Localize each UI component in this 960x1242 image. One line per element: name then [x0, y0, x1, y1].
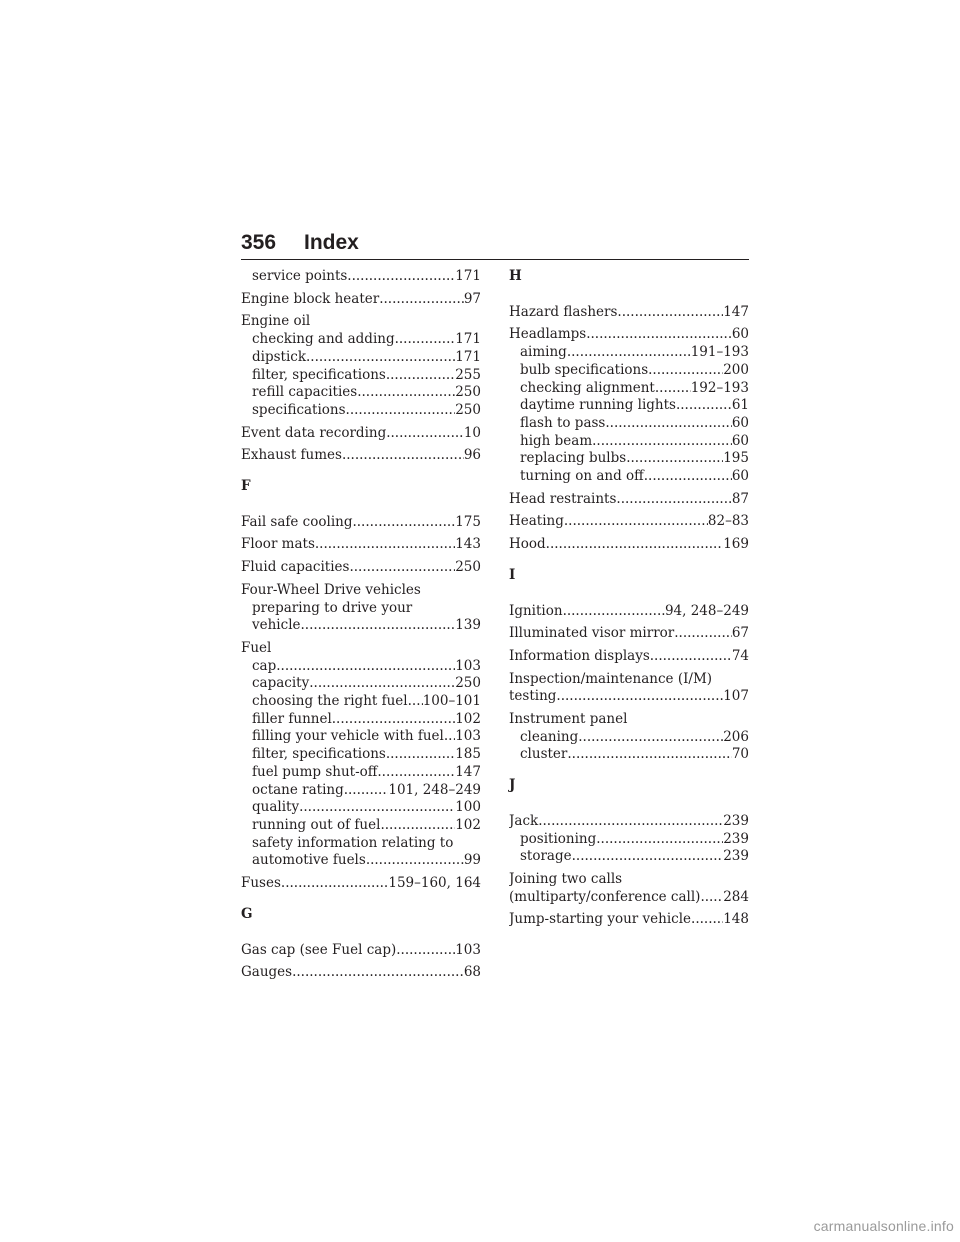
index-entry [509, 648, 749, 666]
dot-leader [655, 380, 691, 398]
index-subentry-line [509, 848, 749, 866]
index-subentry-line [241, 693, 481, 711]
index-entry [509, 711, 749, 764]
index-entry-line [509, 326, 749, 344]
dot-leader [567, 746, 731, 764]
index-entry-line [241, 559, 481, 577]
entry-text: Gauges [241, 964, 293, 981]
index-entry-line [509, 711, 749, 729]
entry-text: Event data recording [241, 424, 387, 441]
dot-leader [586, 326, 732, 344]
entry-text: filling your vehicle with fuel [252, 728, 444, 745]
page-reference: 99 [463, 852, 481, 869]
page-reference: 100–101 [422, 693, 481, 710]
section-letter: G [241, 905, 253, 922]
section-letter: J [509, 777, 516, 794]
index-entry [241, 514, 481, 532]
entry-text: refill capacities [252, 384, 358, 401]
index-subentry-line [241, 728, 481, 746]
index-entry [509, 911, 749, 929]
index-entry-line [509, 871, 749, 889]
index-subentry-line [241, 835, 481, 853]
index-entry [509, 513, 749, 531]
entry-text: specifications [252, 401, 346, 418]
dot-leader [700, 889, 723, 907]
page-reference: 74 [731, 647, 749, 664]
index-entry [509, 304, 749, 322]
page-reference: 102 [455, 710, 481, 727]
page-reference: 67 [731, 625, 749, 642]
index-entry-line [509, 671, 749, 689]
dot-leader [352, 514, 455, 532]
page-reference: 191–193 [690, 344, 749, 361]
dot-leader [567, 344, 691, 362]
index-subentry-line [509, 729, 749, 747]
page-reference: 101, 248–249 [388, 781, 481, 798]
page-reference: 60 [731, 326, 749, 343]
dot-leader [281, 875, 388, 893]
page-reference: 107 [723, 688, 749, 705]
entry-text: testing [509, 688, 557, 705]
dot-leader [315, 536, 455, 554]
page-reference: 255 [455, 366, 481, 383]
index-subentry-line [509, 380, 749, 398]
page-reference: 195 [723, 450, 749, 467]
index-entry-line [241, 942, 481, 960]
entry-text: Illuminated visor mirror [509, 625, 675, 642]
index-entry-line [241, 536, 481, 554]
entry-text: Instrument panel [509, 711, 628, 728]
page-reference: 139 [455, 617, 481, 634]
dot-leader [676, 397, 732, 415]
index-entry [509, 871, 749, 906]
entry-text: filter, specifications [252, 746, 386, 763]
dot-leader [578, 729, 723, 747]
index-entry-line [509, 889, 749, 907]
index-entry-line [241, 582, 481, 600]
index-subentry-line [241, 600, 481, 618]
entry-text: running out of fuel [252, 816, 381, 833]
index-entry-line [509, 813, 749, 831]
page-reference: 94, 248–249 [664, 602, 749, 619]
page-number: 356 [241, 231, 277, 254]
dot-leader [386, 367, 455, 385]
index-subentry-line [241, 799, 481, 817]
entry-text: turning on and off [520, 468, 644, 485]
index-entry [241, 447, 481, 465]
header-rule [241, 259, 749, 260]
entry-text: cap [252, 657, 277, 674]
entry-text: (multiparty/conference call) [509, 888, 701, 905]
dot-leader [556, 688, 723, 706]
index-entry-line [509, 304, 749, 322]
index-entry [241, 313, 481, 419]
index-column-left [241, 268, 481, 987]
page-reference: 103 [455, 728, 481, 745]
index-subentry-line [509, 450, 749, 468]
entry-text: cluster [520, 746, 568, 763]
section-letter: H [509, 268, 522, 284]
index-entry-line [509, 911, 749, 929]
entry-text: positioning [520, 830, 597, 847]
index-entry-line [509, 603, 749, 621]
index-entry [241, 942, 481, 960]
entry-text: Hazard flashers [509, 303, 618, 320]
entry-text: storage [520, 848, 572, 865]
dot-leader [616, 491, 731, 509]
dot-leader [444, 728, 455, 746]
page-reference: 239 [723, 848, 749, 865]
index-entry [509, 491, 749, 509]
page-reference: 60 [731, 414, 749, 431]
index-entry [241, 964, 481, 982]
entry-text: replacing bulbs [520, 450, 627, 467]
page-reference: 82–83 [707, 513, 749, 530]
dot-leader [276, 658, 455, 676]
index-entry-line [241, 875, 481, 893]
page-reference: 60 [731, 468, 749, 485]
page-reference: 250 [455, 675, 481, 692]
dot-leader [366, 852, 464, 870]
index-subentry-line [241, 384, 481, 402]
dot-leader [650, 648, 732, 666]
watermark: carmanualsonline.info [813, 1218, 954, 1234]
page-reference: 284 [723, 888, 749, 905]
index-entry-line [509, 491, 749, 509]
page-reference: 97 [463, 290, 481, 307]
dot-leader [396, 942, 455, 960]
index-subentry-line [241, 711, 481, 729]
index-entry-line [241, 291, 481, 309]
entry-text: aiming [520, 344, 567, 361]
entry-text: preparing to drive your [252, 599, 413, 616]
index-entry-line [241, 514, 481, 532]
page-reference: 147 [455, 763, 481, 780]
dot-leader [349, 559, 455, 577]
index-subentry-line [241, 331, 481, 349]
page-reference: 192–193 [690, 379, 749, 396]
dot-leader [617, 304, 723, 322]
index-subentry-line [509, 397, 749, 415]
dot-leader [572, 848, 724, 866]
index-entry-line [509, 536, 749, 554]
page-reference: 200 [723, 361, 749, 378]
index-entry-line [241, 964, 481, 982]
dot-leader [626, 450, 723, 468]
index-entry [509, 603, 749, 621]
entry-text: Engine block heater [241, 290, 380, 307]
index-subentry-line [509, 362, 749, 380]
entry-text: choosing the right fuel [252, 693, 408, 710]
entry-text: octane rating [252, 781, 344, 798]
entry-text: Fail safe cooling [241, 513, 353, 530]
entry-text: safety information relating to [252, 834, 454, 851]
index-subentry-line [509, 468, 749, 486]
index-subentry-line [241, 817, 481, 835]
entry-text: bulb specifications [520, 361, 649, 378]
index-subentry-line [241, 746, 481, 764]
page-reference: 169 [723, 536, 749, 553]
entry-text: Jump-starting your vehicle [509, 911, 692, 928]
entry-text: Fuel [241, 639, 272, 656]
dot-leader [347, 268, 455, 286]
index-entry [241, 536, 481, 554]
entry-text: Headlamps [509, 326, 587, 343]
entry-text: Gas cap (see Fuel cap) [241, 941, 397, 958]
entry-text: cleaning [520, 728, 579, 745]
dot-leader [309, 675, 455, 693]
dot-leader [564, 513, 708, 531]
dot-leader [563, 603, 665, 621]
index-entry [241, 582, 481, 635]
entry-text: Inspection/maintenance (I/M) [509, 670, 713, 687]
page-reference: 103 [455, 941, 481, 958]
page-reference: 171 [455, 331, 481, 348]
entry-text: high beam [520, 432, 593, 449]
index-entry-line [241, 640, 481, 658]
dot-leader [299, 799, 455, 817]
page-reference: 185 [455, 746, 481, 763]
entry-text: service points [252, 268, 348, 284]
entry-text: Heating [509, 513, 564, 530]
index-entry-line [509, 625, 749, 643]
index-subentry-line [509, 433, 749, 451]
section-letter: F [241, 478, 251, 495]
index-entry [509, 671, 749, 706]
entry-text: Information displays [509, 647, 650, 664]
index-entry-line [509, 648, 749, 666]
index-subentry-line [509, 415, 749, 433]
dot-leader [306, 349, 455, 367]
page-reference: 206 [723, 728, 749, 745]
entry-text: Fuses [241, 875, 281, 892]
page-reference: 171 [455, 348, 481, 365]
dot-leader [596, 831, 723, 849]
dot-leader [301, 617, 456, 635]
page-reference: 103 [455, 657, 481, 674]
entry-text: vehicle [252, 617, 301, 634]
entry-text: capacity [252, 675, 310, 692]
index-subentry-line [509, 831, 749, 849]
index-entry-line [509, 688, 749, 706]
page-reference: 171 [455, 268, 481, 284]
index-subentry-line [241, 764, 481, 782]
entry-text: Fluid capacities [241, 559, 350, 576]
dot-leader [605, 415, 731, 433]
entry-text: Floor mats [241, 536, 315, 553]
dot-leader [648, 362, 723, 380]
page-reference: 96 [463, 447, 481, 464]
dot-leader [346, 402, 456, 420]
dot-leader [644, 468, 732, 486]
entry-text: daytime running lights [520, 397, 676, 414]
index-entry [241, 291, 481, 309]
index-subentry-line [241, 852, 481, 870]
index-entry [241, 559, 481, 577]
index-entry [241, 875, 481, 893]
index-subentry-line [241, 658, 481, 676]
entry-text: flash to pass [520, 414, 606, 431]
dot-leader [377, 764, 455, 782]
dot-leader [357, 384, 455, 402]
page-reference: 159–160, 164 [388, 875, 481, 892]
entry-text: dipstick [252, 348, 307, 365]
dot-leader [546, 536, 724, 554]
entry-text: Jack [509, 812, 539, 829]
dot-leader [408, 693, 423, 711]
index-subentry-line [509, 746, 749, 764]
dot-leader [342, 447, 464, 465]
entry-text: Exhaust fumes [241, 447, 342, 464]
index-entry-line [241, 447, 481, 465]
page-reference: 61 [731, 397, 749, 414]
dot-leader [691, 911, 723, 929]
entry-text: automotive fuels [252, 852, 366, 869]
index-entry [241, 268, 481, 286]
entry-text: Engine oil [241, 313, 311, 330]
index-entry [241, 640, 481, 870]
entry-text: checking alignment [520, 379, 655, 396]
entry-text: Ignition [509, 602, 563, 619]
page-reference: 143 [455, 536, 481, 553]
index-entry-line [241, 425, 481, 443]
dot-leader [332, 711, 455, 729]
page-header [241, 229, 749, 259]
page-reference: 100 [455, 799, 481, 816]
entry-text: filler funnel [252, 710, 332, 727]
index-subentry-line [241, 367, 481, 385]
dot-leader [386, 746, 455, 764]
dot-leader [538, 813, 723, 831]
index-subentry-line [509, 344, 749, 362]
page-reference: 148 [723, 911, 749, 928]
entry-text: Head restraints [509, 490, 617, 507]
entry-text: Four-Wheel Drive vehicles [241, 581, 421, 598]
page-title: Index [304, 231, 359, 254]
entry-text: filter, specifications [252, 366, 386, 383]
page-reference: 60 [731, 432, 749, 449]
index-entry [241, 425, 481, 443]
page-reference: 239 [723, 830, 749, 847]
index-subentry-line [241, 675, 481, 693]
index-entry-line [509, 513, 749, 531]
index-entry [509, 326, 749, 485]
page-reference: 175 [455, 513, 481, 530]
dot-leader [386, 425, 464, 443]
entry-text: Hood [509, 536, 546, 553]
dot-leader [674, 625, 732, 643]
entry-text: checking and adding [252, 331, 395, 348]
page-reference: 68 [463, 964, 481, 981]
page-reference: 10 [463, 424, 481, 441]
index-subentry-line [241, 782, 481, 800]
entry-text: fuel pump shut-off [252, 763, 378, 780]
page-reference: 70 [731, 746, 749, 763]
index-entry-line [241, 313, 481, 331]
page-reference: 250 [455, 559, 481, 576]
index-subentry-line [241, 268, 481, 286]
dot-leader [344, 782, 389, 800]
index-subentry-line [241, 402, 481, 420]
page-reference: 87 [731, 490, 749, 507]
dot-leader [379, 291, 464, 309]
dot-leader [380, 817, 455, 835]
page-reference: 239 [723, 812, 749, 829]
dot-leader [292, 964, 464, 982]
entry-text: quality [252, 799, 300, 816]
page-reference: 102 [455, 816, 481, 833]
section-letter: I [509, 566, 516, 583]
dot-leader [592, 433, 732, 451]
dot-leader [395, 331, 456, 349]
page-reference: 147 [723, 303, 749, 320]
index-entry [509, 813, 749, 866]
index-entry [509, 625, 749, 643]
page-reference: 250 [455, 384, 481, 401]
index-column-right [509, 268, 749, 934]
index-entry [509, 536, 749, 554]
page-reference: 250 [455, 401, 481, 418]
index-subentry-line [241, 349, 481, 367]
index-subentry-line [241, 617, 481, 635]
entry-text: Joining two calls [509, 870, 623, 887]
